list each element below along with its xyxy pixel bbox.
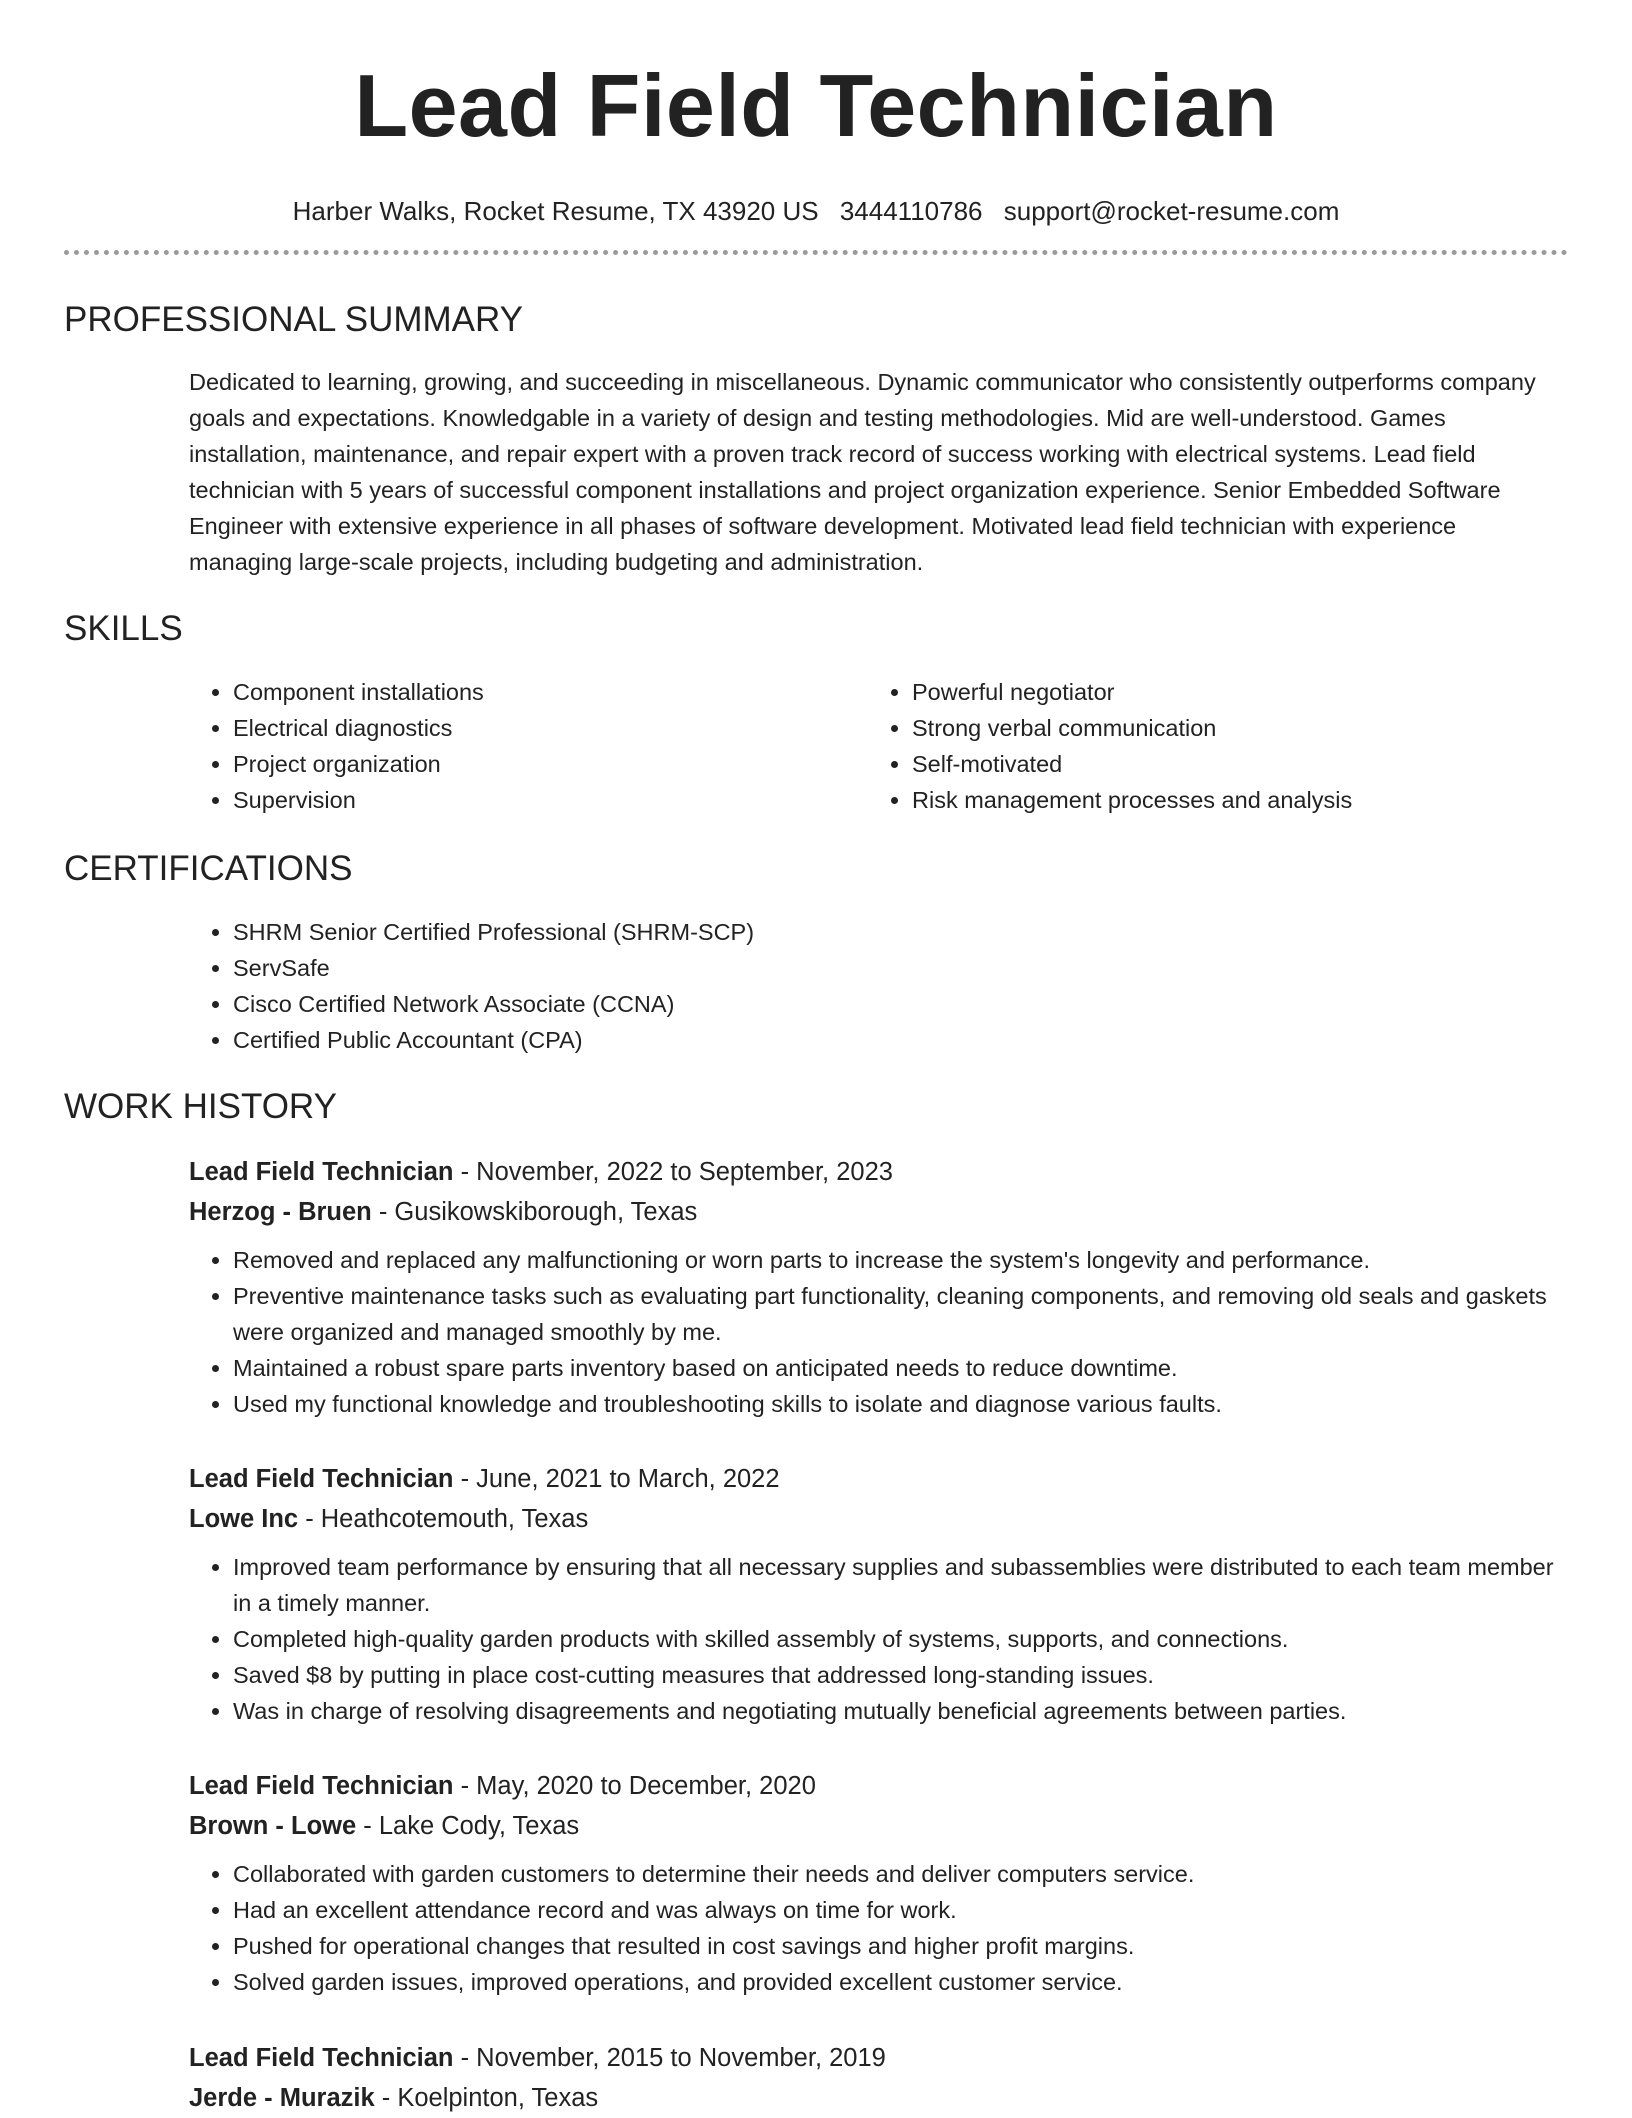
job-entry: [189, 1459, 1559, 1729]
job-duty: • Had an excellent attendance record and was always on time for work.: [233, 1892, 1559, 1928]
certifications-heading: CERTIFICATIONS: [64, 849, 353, 888]
job-duties: [189, 1549, 1559, 1729]
header-divider: [64, 250, 1568, 255]
job-duties: [189, 1242, 1559, 1422]
skill-item: • Self-motivated: [912, 746, 1518, 782]
job-dates: - May, 2020 to December, 2020: [453, 1772, 816, 1800]
job-entry: [189, 1766, 1559, 2000]
resume-name: Lead Field Technician: [354, 56, 1278, 155]
certification-item: • ServSafe: [233, 950, 1559, 986]
job-dates: - November, 2022 to September, 2023: [453, 1158, 893, 1186]
job-company-line: [189, 1192, 1559, 1232]
job-duty: • Was in charge of resolving disagreements and negotiating mutually beneficial agreements between parties.: [233, 1693, 1559, 1729]
certification-item: • Certified Public Accountant (CPA): [233, 1022, 1559, 1058]
job-company: Jerde - Murazik: [189, 2084, 375, 2112]
contact-phone: 3444110786: [839, 196, 983, 226]
job-title: Lead Field Technician: [189, 1465, 454, 1493]
job-location: - Gusikowskiborough, Texas: [371, 1198, 698, 1226]
job-location: - Lake Cody, Texas: [356, 1812, 580, 1840]
skill-item: • Electrical diagnostics: [233, 710, 839, 746]
job-company-line: [189, 1806, 1559, 1846]
contact-email: support@rocket-resume.com: [1003, 196, 1340, 226]
skill-item: • Risk management processes and analysis: [912, 782, 1518, 818]
skill-item: • Component installations: [233, 674, 839, 710]
job-duty: • Used my functional knowledge and troubleshooting skills to isolate and diagnose various faults.: [233, 1386, 1559, 1422]
skills-column-right: [868, 674, 1518, 818]
job-dates: - November, 2015 to November, 2019: [453, 2044, 886, 2072]
job-duty: • Solved garden issues, improved operations, and provided excellent customer service.: [233, 1964, 1559, 2000]
contact-line: [0, 196, 1632, 226]
job-duty: • Completed high-quality garden products with skilled assembly of systems, supports, and connections.: [233, 1621, 1559, 1657]
job-title-line: [189, 2038, 1559, 2078]
job-title-line: [189, 1152, 1559, 1192]
job-duty: • Preventive maintenance tasks such as evaluating part functionality, cleaning components, and removing old seals and gaskets were organized and managed smoothly by me.: [233, 1278, 1559, 1350]
skill-item: • Strong verbal communication: [912, 710, 1518, 746]
job-title: Lead Field Technician: [189, 1772, 454, 1800]
job-title: Lead Field Technician: [189, 2044, 454, 2072]
summary-text: Dedicated to learning, growing, and succeeding in miscellaneous. Dynamic communicator who consistently outperforms company goals and expectations. Knowledgable in a variety of design and testing methodologies. Mid are well-understood. Games installation, maintenance, and repair expert with a proven track record of success working with electrical systems. Lead field technician with 5 years of successful component installations and project organization experience. Senior Embedded Software Engineer with extensive experience in all phases of software development. Motivated lead field technician with experience managing large-scale projects, including budgeting and administration.: [189, 369, 1536, 575]
job-company-line: [189, 1499, 1559, 1539]
job-entry: [189, 2038, 1559, 2118]
skill-item: • Powerful negotiator: [912, 674, 1518, 710]
job-entry: [189, 1152, 1559, 1422]
skills-column-left: [189, 674, 839, 818]
work-history-heading: WORK HISTORY: [64, 1087, 337, 1126]
summary-heading: PROFESSIONAL SUMMARY: [64, 300, 523, 339]
job-location: - Koelpinton, Texas: [374, 2084, 599, 2112]
job-duty: • Pushed for operational changes that resulted in cost savings and higher profit margins.: [233, 1928, 1559, 1964]
job-duty: • Improved team performance by ensuring that all necessary supplies and subassemblies were distributed to each team member in a timely manner.: [233, 1549, 1559, 1621]
job-dates: - June, 2021 to March, 2022: [453, 1465, 780, 1493]
skill-item: • Supervision: [233, 782, 839, 818]
job-duties: [189, 1856, 1559, 2000]
job-company: Brown - Lowe: [189, 1812, 357, 1840]
skill-item: • Project organization: [233, 746, 839, 782]
job-location: - Heathcotemouth, Texas: [298, 1505, 589, 1533]
job-company-line: [189, 2078, 1559, 2118]
job-title: Lead Field Technician: [189, 1158, 454, 1186]
job-duty: • Collaborated with garden customers to determine their needs and deliver computers service.: [233, 1856, 1559, 1892]
job-duty: • Maintained a robust spare parts inventory based on anticipated needs to reduce downtime.: [233, 1350, 1559, 1386]
job-duty: • Removed and replaced any malfunctioning or worn parts to increase the system's longevity and performance.: [233, 1242, 1559, 1278]
job-title-line: [189, 1766, 1559, 1806]
certification-item: • SHRM Senior Certified Professional (SHRM-SCP): [233, 914, 1559, 950]
certification-item: • Cisco Certified Network Associate (CCNA): [233, 986, 1559, 1022]
certifications-list: [189, 914, 1559, 1058]
job-company: Lowe Inc: [189, 1505, 299, 1533]
contact-address: Harber Walks, Rocket Resume, TX 43920 US: [292, 196, 819, 226]
job-title-line: [189, 1459, 1559, 1499]
skills-heading: SKILLS: [64, 609, 183, 648]
job-duty: • Saved $8 by putting in place cost-cutting measures that addressed long-standing issues.: [233, 1657, 1559, 1693]
job-company: Herzog - Bruen: [189, 1198, 372, 1226]
